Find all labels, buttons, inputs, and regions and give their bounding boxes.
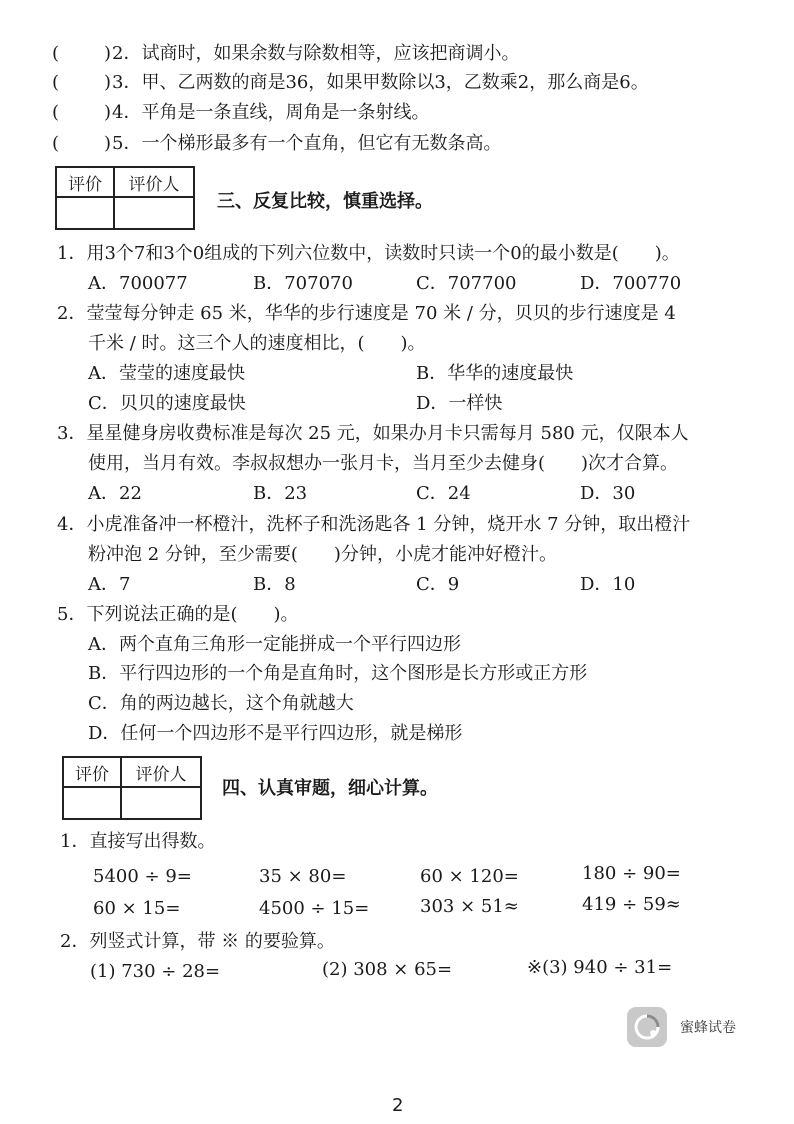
- question-4-stem-line2: 粉冲泡 2 分钟，至少需要( )分钟，小虎才能冲好橙汁。: [88, 544, 557, 565]
- option-d[interactable]: D．30: [580, 483, 636, 504]
- grade-box: [55, 166, 195, 230]
- option-b[interactable]: B．707070: [253, 273, 353, 294]
- option-d[interactable]: D．一样快: [416, 393, 503, 414]
- option-a[interactable]: A．22: [88, 483, 142, 504]
- tf-statement: 5．一个梯形最多有一个直角，但它有无数条高。: [112, 133, 502, 154]
- question-2-stem-line2: 千米 / 时。这三个人的速度相比，( )。: [88, 333, 426, 354]
- answer-paren-open[interactable]: (: [52, 72, 60, 93]
- question-2-stem-line1: 2．莹莹每分钟走 65 米，华华的步行速度是 70 米 / 分，贝贝的步行速度是 4: [57, 303, 676, 324]
- page-number: 2: [392, 1095, 404, 1116]
- grader-label: 评价人: [121, 757, 201, 787]
- option-c[interactable]: C．角的两边越长，这个角就越大: [88, 693, 354, 714]
- grade-label: 评价: [63, 757, 121, 787]
- calc-item: 60 × 15=: [93, 898, 181, 919]
- calc-question-1-stem: 1．直接写出得数。: [60, 831, 216, 852]
- tf-statement: 4．平角是一条直线，周角是一条射线。: [112, 102, 430, 123]
- question-5-stem: 5．下列说法正确的是( )。: [57, 604, 299, 625]
- calc-question-2-stem: 2．列竖式计算，带 ※ 的要验算。: [60, 931, 335, 952]
- option-b[interactable]: B．平行四边形的一个角是直角时，这个图形是长方形或正方形: [88, 663, 588, 684]
- section-3-title: 三、反复比较，慎重选择。: [217, 191, 433, 212]
- option-c[interactable]: C．贝贝的速度最快: [88, 393, 246, 414]
- watermark-label: 蜜蜂试卷: [680, 1020, 736, 1036]
- question-1-stem: 1．用3个7和3个0组成的下列六位数中，读数时只读一个0的最小数是( )。: [57, 243, 680, 264]
- long-calc-item: (1) 730 ÷ 28=: [90, 961, 221, 982]
- option-c[interactable]: C．24: [416, 483, 471, 504]
- answer-paren-close: ): [104, 43, 112, 64]
- option-a[interactable]: A．7: [88, 574, 131, 595]
- answer-paren-open[interactable]: (: [52, 133, 60, 154]
- honeybee-logo-icon: [627, 1007, 667, 1047]
- grade-input[interactable]: [56, 197, 114, 229]
- long-calc-item: (2) 308 × 65=: [322, 959, 453, 980]
- tf-statement: 3．甲、乙两数的商是36，如果甲数除以3，乙数乘2，那么商是6。: [112, 72, 649, 93]
- calc-item: 5400 ÷ 9=: [93, 866, 192, 887]
- grader-label: 评价人: [114, 167, 194, 197]
- answer-paren-close: ): [104, 72, 112, 93]
- calc-item: 4500 ÷ 15=: [259, 898, 370, 919]
- answer-paren-open[interactable]: (: [52, 43, 60, 64]
- option-d[interactable]: D．10: [580, 574, 636, 595]
- option-b[interactable]: B．华华的速度最快: [416, 363, 574, 384]
- calc-item: 180 ÷ 90=: [582, 863, 681, 884]
- option-d[interactable]: D．700770: [580, 273, 682, 294]
- question-3-stem-line2: 使用，当月有效。李叔叔想办一张月卡，当月至少去健身( )次才合算。: [88, 453, 679, 474]
- option-d[interactable]: D．任何一个四边形不是平行四边形，就是梯形: [88, 723, 463, 744]
- grade-box: [62, 756, 202, 820]
- option-b[interactable]: B．23: [253, 483, 308, 504]
- calc-item: 35 × 80=: [259, 866, 347, 887]
- option-c[interactable]: C．707700: [416, 273, 517, 294]
- grader-input[interactable]: [114, 197, 194, 229]
- tf-statement: 2．试商时，如果余数与除数相等，应该把商调小。: [112, 43, 520, 64]
- long-calc-item: ※(3) 940 ÷ 31=: [527, 957, 673, 978]
- calc-item: 60 × 120=: [420, 866, 519, 887]
- grader-input[interactable]: [121, 787, 201, 819]
- option-c[interactable]: C．9: [416, 574, 460, 595]
- option-a[interactable]: A．两个直角三角形一定能拼成一个平行四边形: [88, 634, 461, 655]
- option-a[interactable]: A．700077: [88, 273, 188, 294]
- grade-input[interactable]: [63, 787, 121, 819]
- answer-paren-close: ): [104, 102, 112, 123]
- answer-paren-close: ): [104, 133, 112, 154]
- option-b[interactable]: B．8: [253, 574, 296, 595]
- grade-label: 评价: [56, 167, 114, 197]
- calc-item: 303 × 51≈: [420, 896, 519, 917]
- question-3-stem-line1: 3．星星健身房收费标准是每次 25 元，如果办月卡只需每月 580 元，仅限本人: [57, 423, 689, 444]
- option-a[interactable]: A．莹莹的速度最快: [88, 363, 245, 384]
- section-4-title: 四、认真审题，细心计算。: [222, 778, 438, 799]
- answer-paren-open[interactable]: (: [52, 102, 60, 123]
- calc-item: 419 ÷ 59≈: [582, 894, 681, 915]
- question-4-stem-line1: 4．小虎准备冲一杯橙汁，洗杯子和洗汤匙各 1 分钟，烧开水 7 分钟，取出橙汁: [57, 514, 691, 535]
